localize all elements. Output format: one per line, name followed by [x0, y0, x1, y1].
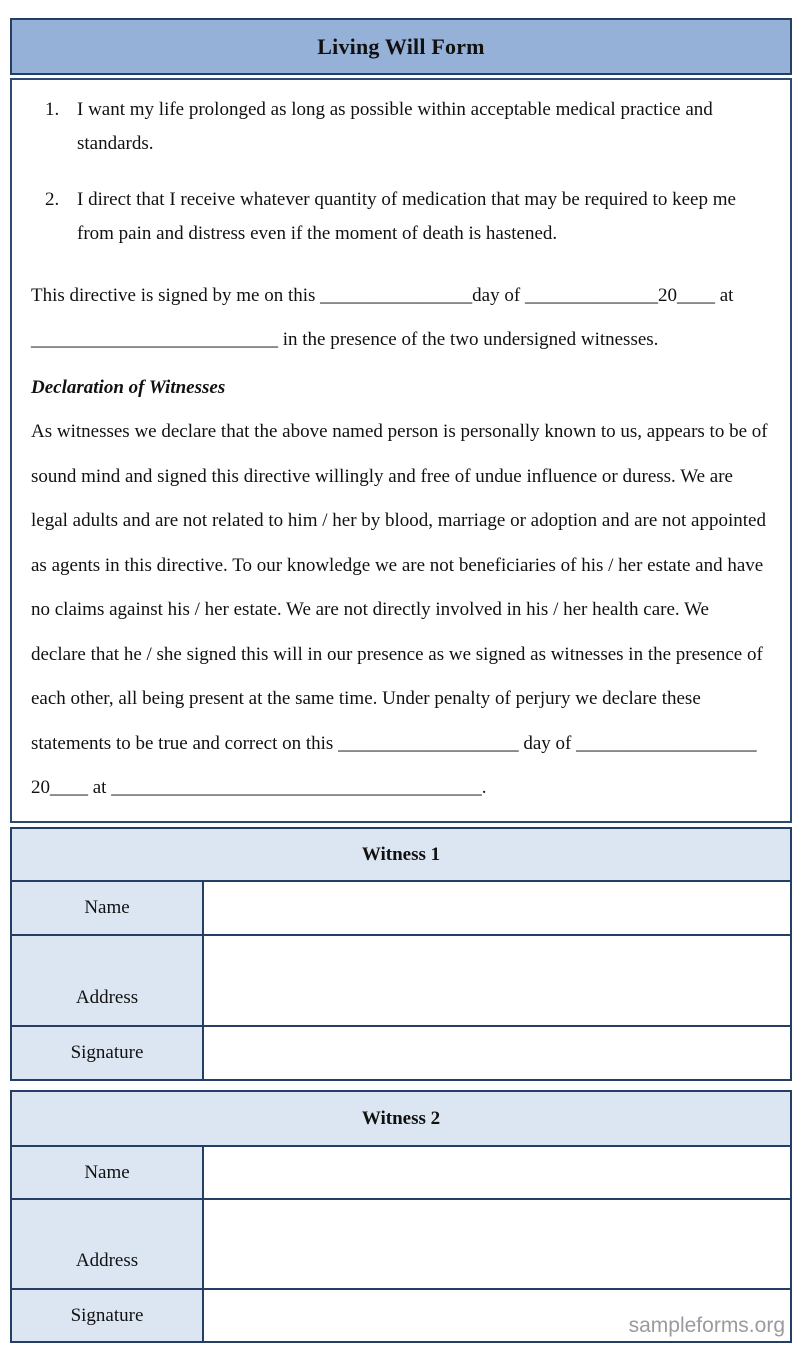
- form-title-bar: [10, 18, 792, 75]
- witness-2-address-label: Address: [12, 1200, 204, 1288]
- clause-2-text: [77, 183, 736, 251]
- clause-1-number: 1.: [45, 99, 60, 120]
- clause-1-line-2: standards.: [77, 133, 154, 154]
- declaration-paragraph: [31, 410, 773, 811]
- signing-clause-line-1: This directive is signed by me on this ________________day of ______________20____ at: [31, 285, 734, 306]
- witness-1-signature-row: [12, 1025, 790, 1079]
- declaration-line-4: as agents in this directive. To our knowledge we are not beneficiaries of his / her estate and have: [31, 554, 764, 576]
- declaration-heading: Declaration of Witnesses: [31, 377, 226, 398]
- clause-item-1: [45, 93, 773, 161]
- signing-clause: [31, 274, 773, 362]
- clause-1-line-1: I want my life prolonged as long as possible within acceptable medical practice and: [77, 99, 713, 120]
- clause-1-text: [77, 93, 713, 161]
- witness-2-name-row: [12, 1145, 790, 1198]
- declaration-line-1: As witnesses we declare that the above named person is personally known to us, appears to be of: [31, 421, 768, 442]
- signing-clause-line-2: __________________________ in the presence of the two undersigned witnesses.: [31, 329, 659, 350]
- declaration-line-2: sound mind and signed this directive willingly and free of undue influence or duress. We are: [31, 465, 733, 487]
- witness-2-name-field: [204, 1147, 790, 1198]
- declaration-line-5: no claims against his / her estate. We are not directly involved in his / her health care. We: [31, 599, 709, 620]
- witness-1-address-field: [204, 936, 790, 1025]
- witness-2-name-label: Name: [12, 1147, 204, 1198]
- declaration-line-9: 20____ at _______________________________________.: [31, 777, 487, 798]
- witness-2-signature-label: Signature: [12, 1290, 204, 1341]
- declaration-line-3: legal adults and are not related to him / her by blood, marriage or adoption and are not appointed: [31, 510, 766, 531]
- form-title: Living Will Form: [317, 33, 485, 59]
- clause-2-line-2: from pain and distress even if the moment of death is hastened.: [77, 223, 558, 244]
- witness-1-table: [10, 827, 792, 1081]
- witness-2-address-row: [12, 1198, 790, 1288]
- declaration-line-6: declare that he / she signed this will in our presence as we signed as witnesses in the presence of: [31, 643, 763, 665]
- watermark-text: sampleforms.org: [628, 1314, 785, 1337]
- witness-1-signature-field: [204, 1027, 790, 1079]
- clause-2-number: 2.: [45, 189, 60, 210]
- declaration-line-8: statements to be true and correct on this ___________________ day of ___________________: [31, 732, 757, 754]
- witness-1-signature-label: Signature: [12, 1027, 204, 1079]
- clause-item-2: [45, 183, 773, 251]
- witness-1-address-row: [12, 934, 790, 1025]
- directive-clauses-list: [45, 93, 773, 251]
- witness-2-header: Witness 2: [12, 1092, 790, 1145]
- witness-2-signature-row: [12, 1288, 790, 1341]
- witness-2-address-field: [204, 1200, 790, 1288]
- clause-2-line-1: I direct that I receive whatever quantity of medication that may be required to keep me: [77, 189, 736, 210]
- witness-2-signature-field: [204, 1290, 790, 1341]
- witness-2-table: [10, 1090, 792, 1343]
- witness-1-header: Witness 1: [12, 829, 790, 880]
- form-body-panel: [10, 78, 792, 823]
- witness-1-name-row: [12, 880, 790, 934]
- witness-1-address-label: Address: [12, 936, 204, 1025]
- declaration-line-7: each other, all being present at the same time. Under penalty of perjury we declare these: [31, 688, 701, 709]
- witness-1-name-field: [204, 882, 790, 934]
- form-frame: [10, 18, 792, 1343]
- witness-1-name-label: Name: [12, 882, 204, 934]
